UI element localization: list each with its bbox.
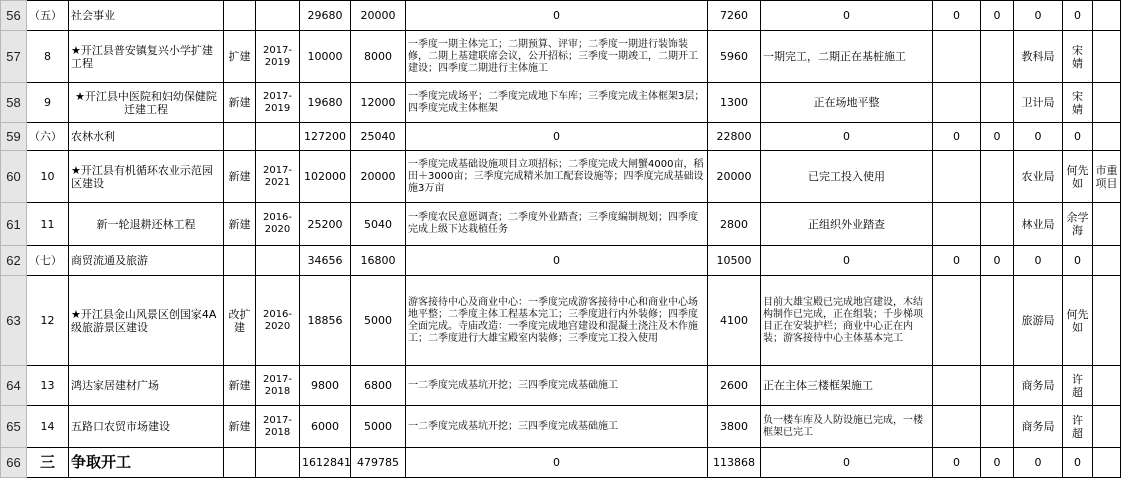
cell-name[interactable]: 新一轮退耕还林工程 (69, 203, 224, 246)
cell-unit[interactable]: 旅游局 (1014, 276, 1063, 366)
row-header[interactable]: 64 (1, 366, 27, 406)
cell-person[interactable]: 0 (1063, 448, 1093, 478)
cell-note[interactable] (1093, 448, 1121, 478)
cell-c1[interactable]: 0 (933, 448, 981, 478)
cell-type[interactable]: 改扩建 (224, 276, 256, 366)
cell-no[interactable]: （五） (27, 1, 69, 31)
cell-total[interactable]: 1612841 (300, 448, 351, 478)
row-header[interactable]: 66 (1, 448, 27, 478)
cell-done[interactable]: 1300 (708, 83, 761, 123)
row-header[interactable]: 60 (1, 151, 27, 203)
cell-unit[interactable]: 农业局 (1014, 151, 1063, 203)
cell-progress[interactable]: 一二季度完成基坑开挖；三四季度完成基础施工 (406, 406, 708, 448)
cell-plan[interactable]: 479785 (351, 448, 406, 478)
cell-unit[interactable]: 0 (1014, 448, 1063, 478)
cell-type[interactable] (224, 1, 256, 31)
table-row (1, 31, 1121, 83)
cell-type[interactable] (224, 123, 256, 151)
cell-progress[interactable]: 一二季度完成基坑开挖；三四季度完成基础施工 (406, 366, 708, 406)
cell-progress[interactable]: 0 (406, 246, 708, 276)
cell-person[interactable]: 何先如 (1063, 151, 1093, 203)
cell-no[interactable]: （六） (27, 123, 69, 151)
cell-name[interactable]: 商贸流通及旅游 (69, 246, 224, 276)
cell-c1[interactable] (933, 203, 981, 246)
cell-type[interactable]: 新建 (224, 83, 256, 123)
row-header[interactable]: 56 (1, 1, 27, 31)
cell-total[interactable]: 29680 (300, 1, 351, 31)
cell-period[interactable]: 2017-2021 (256, 151, 300, 203)
cell-type[interactable] (224, 448, 256, 478)
cell-period[interactable]: 2016-2020 (256, 203, 300, 246)
cell-plan[interactable]: 5040 (351, 203, 406, 246)
cell-unit[interactable]: 教科局 (1014, 31, 1063, 83)
cell-no[interactable]: 8 (27, 31, 69, 83)
cell-note[interactable] (1093, 366, 1121, 406)
cell-unit[interactable]: 卫计局 (1014, 83, 1063, 123)
cell-status[interactable]: 正在场地平整 (761, 83, 933, 123)
cell-period[interactable]: 2016-2020 (256, 276, 300, 366)
cell-name[interactable]: 社会事业 (69, 1, 224, 31)
cell-unit[interactable]: 商务局 (1014, 406, 1063, 448)
cell-no[interactable]: 10 (27, 151, 69, 203)
cell-plan[interactable]: 5000 (351, 406, 406, 448)
cell-status[interactable]: 0 (761, 246, 933, 276)
cell-done[interactable]: 2600 (708, 366, 761, 406)
cell-c1[interactable] (933, 31, 981, 83)
cell-period[interactable]: 2017-2019 (256, 31, 300, 83)
row-header[interactable]: 62 (1, 246, 27, 276)
cell-total[interactable]: 25200 (300, 203, 351, 246)
cell-period[interactable] (256, 123, 300, 151)
row-header[interactable]: 63 (1, 276, 27, 366)
cell-done[interactable]: 113868 (708, 448, 761, 478)
cell-type[interactable]: 新建 (224, 406, 256, 448)
cell-done[interactable]: 20000 (708, 151, 761, 203)
cell-c2[interactable] (981, 83, 1014, 123)
cell-note[interactable] (1093, 123, 1121, 151)
cell-name[interactable]: ★开江县中医院和妇幼保健院迁建工程 (69, 83, 224, 123)
cell-total[interactable]: 19680 (300, 83, 351, 123)
cell-person[interactable]: 何先如 (1063, 276, 1093, 366)
table-row (1, 366, 1121, 406)
cell-person[interactable]: 许 超 (1063, 366, 1093, 406)
cell-progress[interactable]: 0 (406, 123, 708, 151)
cell-total[interactable]: 102000 (300, 151, 351, 203)
cell-status[interactable]: 目前大雄宝殿已完成地宫建设，木结构制作已完成，正在组装；千步梯项目正在安装护栏；商业中心正在内装；游客接待中心主体基本完工 (761, 276, 933, 366)
cell-done[interactable]: 2800 (708, 203, 761, 246)
cell-plan[interactable]: 20000 (351, 1, 406, 31)
cell-status[interactable]: 0 (761, 123, 933, 151)
cell-person[interactable]: 许 超 (1063, 406, 1093, 448)
cell-note[interactable] (1093, 406, 1121, 448)
cell-no[interactable]: （七） (27, 246, 69, 276)
cell-status[interactable]: 0 (761, 448, 933, 478)
cell-c1[interactable] (933, 276, 981, 366)
cell-no[interactable]: 9 (27, 83, 69, 123)
cell-done[interactable]: 7260 (708, 1, 761, 31)
cell-progress[interactable]: 0 (406, 448, 708, 478)
table-row (1, 1, 1121, 31)
cell-c2[interactable]: 0 (981, 448, 1014, 478)
cell-note[interactable]: 市重项目 (1093, 151, 1121, 203)
cell-done[interactable]: 10500 (708, 246, 761, 276)
cell-progress[interactable]: 一季度完成基础设施项目立项招标；二季度完成大闸蟹4000亩，稻田＋3000亩；三季度完成精米加工配套设施等；四季度完成基础设施3万亩 (406, 151, 708, 203)
cell-progress[interactable]: 一季度农民意愿调查；二季度外业踏查；三季度编制规划；四季度完成上级下达栽植任务 (406, 203, 708, 246)
cell-note[interactable] (1093, 1, 1121, 31)
cell-c1[interactable] (933, 83, 981, 123)
row-header[interactable]: 57 (1, 31, 27, 83)
cell-c2[interactable] (981, 31, 1014, 83)
cell-plan[interactable]: 6800 (351, 366, 406, 406)
cell-type[interactable] (224, 246, 256, 276)
table-row (1, 123, 1121, 151)
cell-person[interactable]: 宋 婧 (1063, 31, 1093, 83)
table-row (1, 406, 1121, 448)
cell-name[interactable]: ★开江县金山风景区创国家4A级旅游景区建设 (69, 276, 224, 366)
cell-period[interactable]: 2017-2019 (256, 83, 300, 123)
table-row (1, 448, 1121, 478)
cell-plan[interactable]: 8000 (351, 31, 406, 83)
cell-done[interactable]: 4100 (708, 276, 761, 366)
cell-name[interactable]: 争取开工 (69, 448, 224, 478)
cell-c2[interactable] (981, 366, 1014, 406)
cell-c1[interactable]: 0 (933, 123, 981, 151)
cell-note[interactable] (1093, 276, 1121, 366)
cell-plan[interactable]: 12000 (351, 83, 406, 123)
cell-person[interactable]: 0 (1063, 1, 1093, 31)
cell-person[interactable]: 宋 婧 (1063, 83, 1093, 123)
cell-name[interactable]: 五路口农贸市场建设 (69, 406, 224, 448)
cell-status[interactable]: 0 (761, 1, 933, 31)
cell-total[interactable]: 127200 (300, 123, 351, 151)
cell-progress[interactable]: 一季度一期主体完工；二期预算、评审；二季度一期进行装饰装修，二期上基建联席会议，公开招标；三季度一期竣工，二期开工建设；四季度二期进行主体施工 (406, 31, 708, 83)
cell-status[interactable]: 一期完工，二期正在基桩施工 (761, 31, 933, 83)
cell-done[interactable]: 5960 (708, 31, 761, 83)
cell-plan[interactable]: 5000 (351, 276, 406, 366)
cell-c1[interactable] (933, 406, 981, 448)
cell-type[interactable]: 扩建 (224, 31, 256, 83)
cell-c1[interactable]: 0 (933, 1, 981, 31)
cell-name[interactable]: ★开江县有机循环农业示范园区建设 (69, 151, 224, 203)
table-row (1, 83, 1121, 123)
cell-total[interactable]: 6000 (300, 406, 351, 448)
table-row (1, 151, 1121, 203)
cell-unit[interactable]: 0 (1014, 246, 1063, 276)
cell-c2[interactable] (981, 406, 1014, 448)
cell-period[interactable]: 2017-2018 (256, 366, 300, 406)
cell-note[interactable] (1093, 203, 1121, 246)
cell-done[interactable]: 22800 (708, 123, 761, 151)
cell-status[interactable]: 负一楼车库及人防设施已完成，一楼框架已完工 (761, 406, 933, 448)
row-header[interactable]: 61 (1, 203, 27, 246)
cell-unit[interactable]: 商务局 (1014, 366, 1063, 406)
cell-no[interactable]: 12 (27, 276, 69, 366)
cell-total[interactable]: 34656 (300, 246, 351, 276)
cell-no[interactable]: 14 (27, 406, 69, 448)
cell-period[interactable]: 2017-2018 (256, 406, 300, 448)
cell-no[interactable]: 11 (27, 203, 69, 246)
cell-note[interactable] (1093, 83, 1121, 123)
cell-type[interactable]: 新建 (224, 366, 256, 406)
cell-plan[interactable]: 16800 (351, 246, 406, 276)
cell-period[interactable] (256, 246, 300, 276)
cell-period[interactable] (256, 1, 300, 31)
cell-c1[interactable]: 0 (933, 246, 981, 276)
cell-done[interactable]: 3800 (708, 406, 761, 448)
row-header[interactable]: 59 (1, 123, 27, 151)
cell-total[interactable]: 18856 (300, 276, 351, 366)
cell-status[interactable]: 已完工投入使用 (761, 151, 933, 203)
cell-progress[interactable]: 0 (406, 1, 708, 31)
cell-total[interactable]: 10000 (300, 31, 351, 83)
cell-status[interactable]: 正组织外业踏查 (761, 203, 933, 246)
table-body (1, 1, 1121, 478)
cell-c2[interactable]: 0 (981, 1, 1014, 31)
row-header[interactable]: 65 (1, 406, 27, 448)
cell-total[interactable]: 9800 (300, 366, 351, 406)
cell-unit[interactable]: 0 (1014, 1, 1063, 31)
cell-plan[interactable]: 25040 (351, 123, 406, 151)
cell-type[interactable]: 新建 (224, 151, 256, 203)
cell-person[interactable]: 0 (1063, 123, 1093, 151)
cell-period[interactable] (256, 448, 300, 478)
cell-name[interactable]: ★开江县普安镇复兴小学扩建工程 (69, 31, 224, 83)
table-row (1, 246, 1121, 276)
cell-plan[interactable]: 20000 (351, 151, 406, 203)
row-header[interactable]: 58 (1, 83, 27, 123)
cell-note[interactable] (1093, 246, 1121, 276)
cell-note[interactable] (1093, 31, 1121, 83)
cell-person[interactable]: 余学海 (1063, 203, 1093, 246)
cell-unit[interactable]: 0 (1014, 123, 1063, 151)
cell-name[interactable]: 鸿达家居建材广场 (69, 366, 224, 406)
cell-no[interactable]: 13 (27, 366, 69, 406)
cell-c2[interactable] (981, 151, 1014, 203)
cell-progress[interactable]: 一季度完成场平；二季度完成地下车库；三季度完成主体框架3层；四季度完成主体框架 (406, 83, 708, 123)
cell-c1[interactable] (933, 366, 981, 406)
cell-unit[interactable]: 林业局 (1014, 203, 1063, 246)
cell-person[interactable]: 0 (1063, 246, 1093, 276)
cell-name[interactable]: 农林水利 (69, 123, 224, 151)
cell-c2[interactable] (981, 276, 1014, 366)
cell-c1[interactable] (933, 151, 981, 203)
cell-c2[interactable] (981, 203, 1014, 246)
cell-type[interactable]: 新建 (224, 203, 256, 246)
cell-progress[interactable]: 游客接待中心及商业中心：一季度完成游客接待中心和商业中心场地平整；二季度主体工程基本完工；三季度进行内外装修；四季度全面完成。寺庙改造：一季度完成地宫建设和混凝土浇注及木作施工；二季度进行大雄宝殿室内装修；三季度完工投入使用 (406, 276, 708, 366)
cell-c2[interactable]: 0 (981, 123, 1014, 151)
table-row (1, 276, 1121, 366)
cell-c2[interactable]: 0 (981, 246, 1014, 276)
table-row (1, 203, 1121, 246)
cell-no[interactable]: 三 (27, 448, 69, 478)
cell-status[interactable]: 正在主体三楼框架施工 (761, 366, 933, 406)
